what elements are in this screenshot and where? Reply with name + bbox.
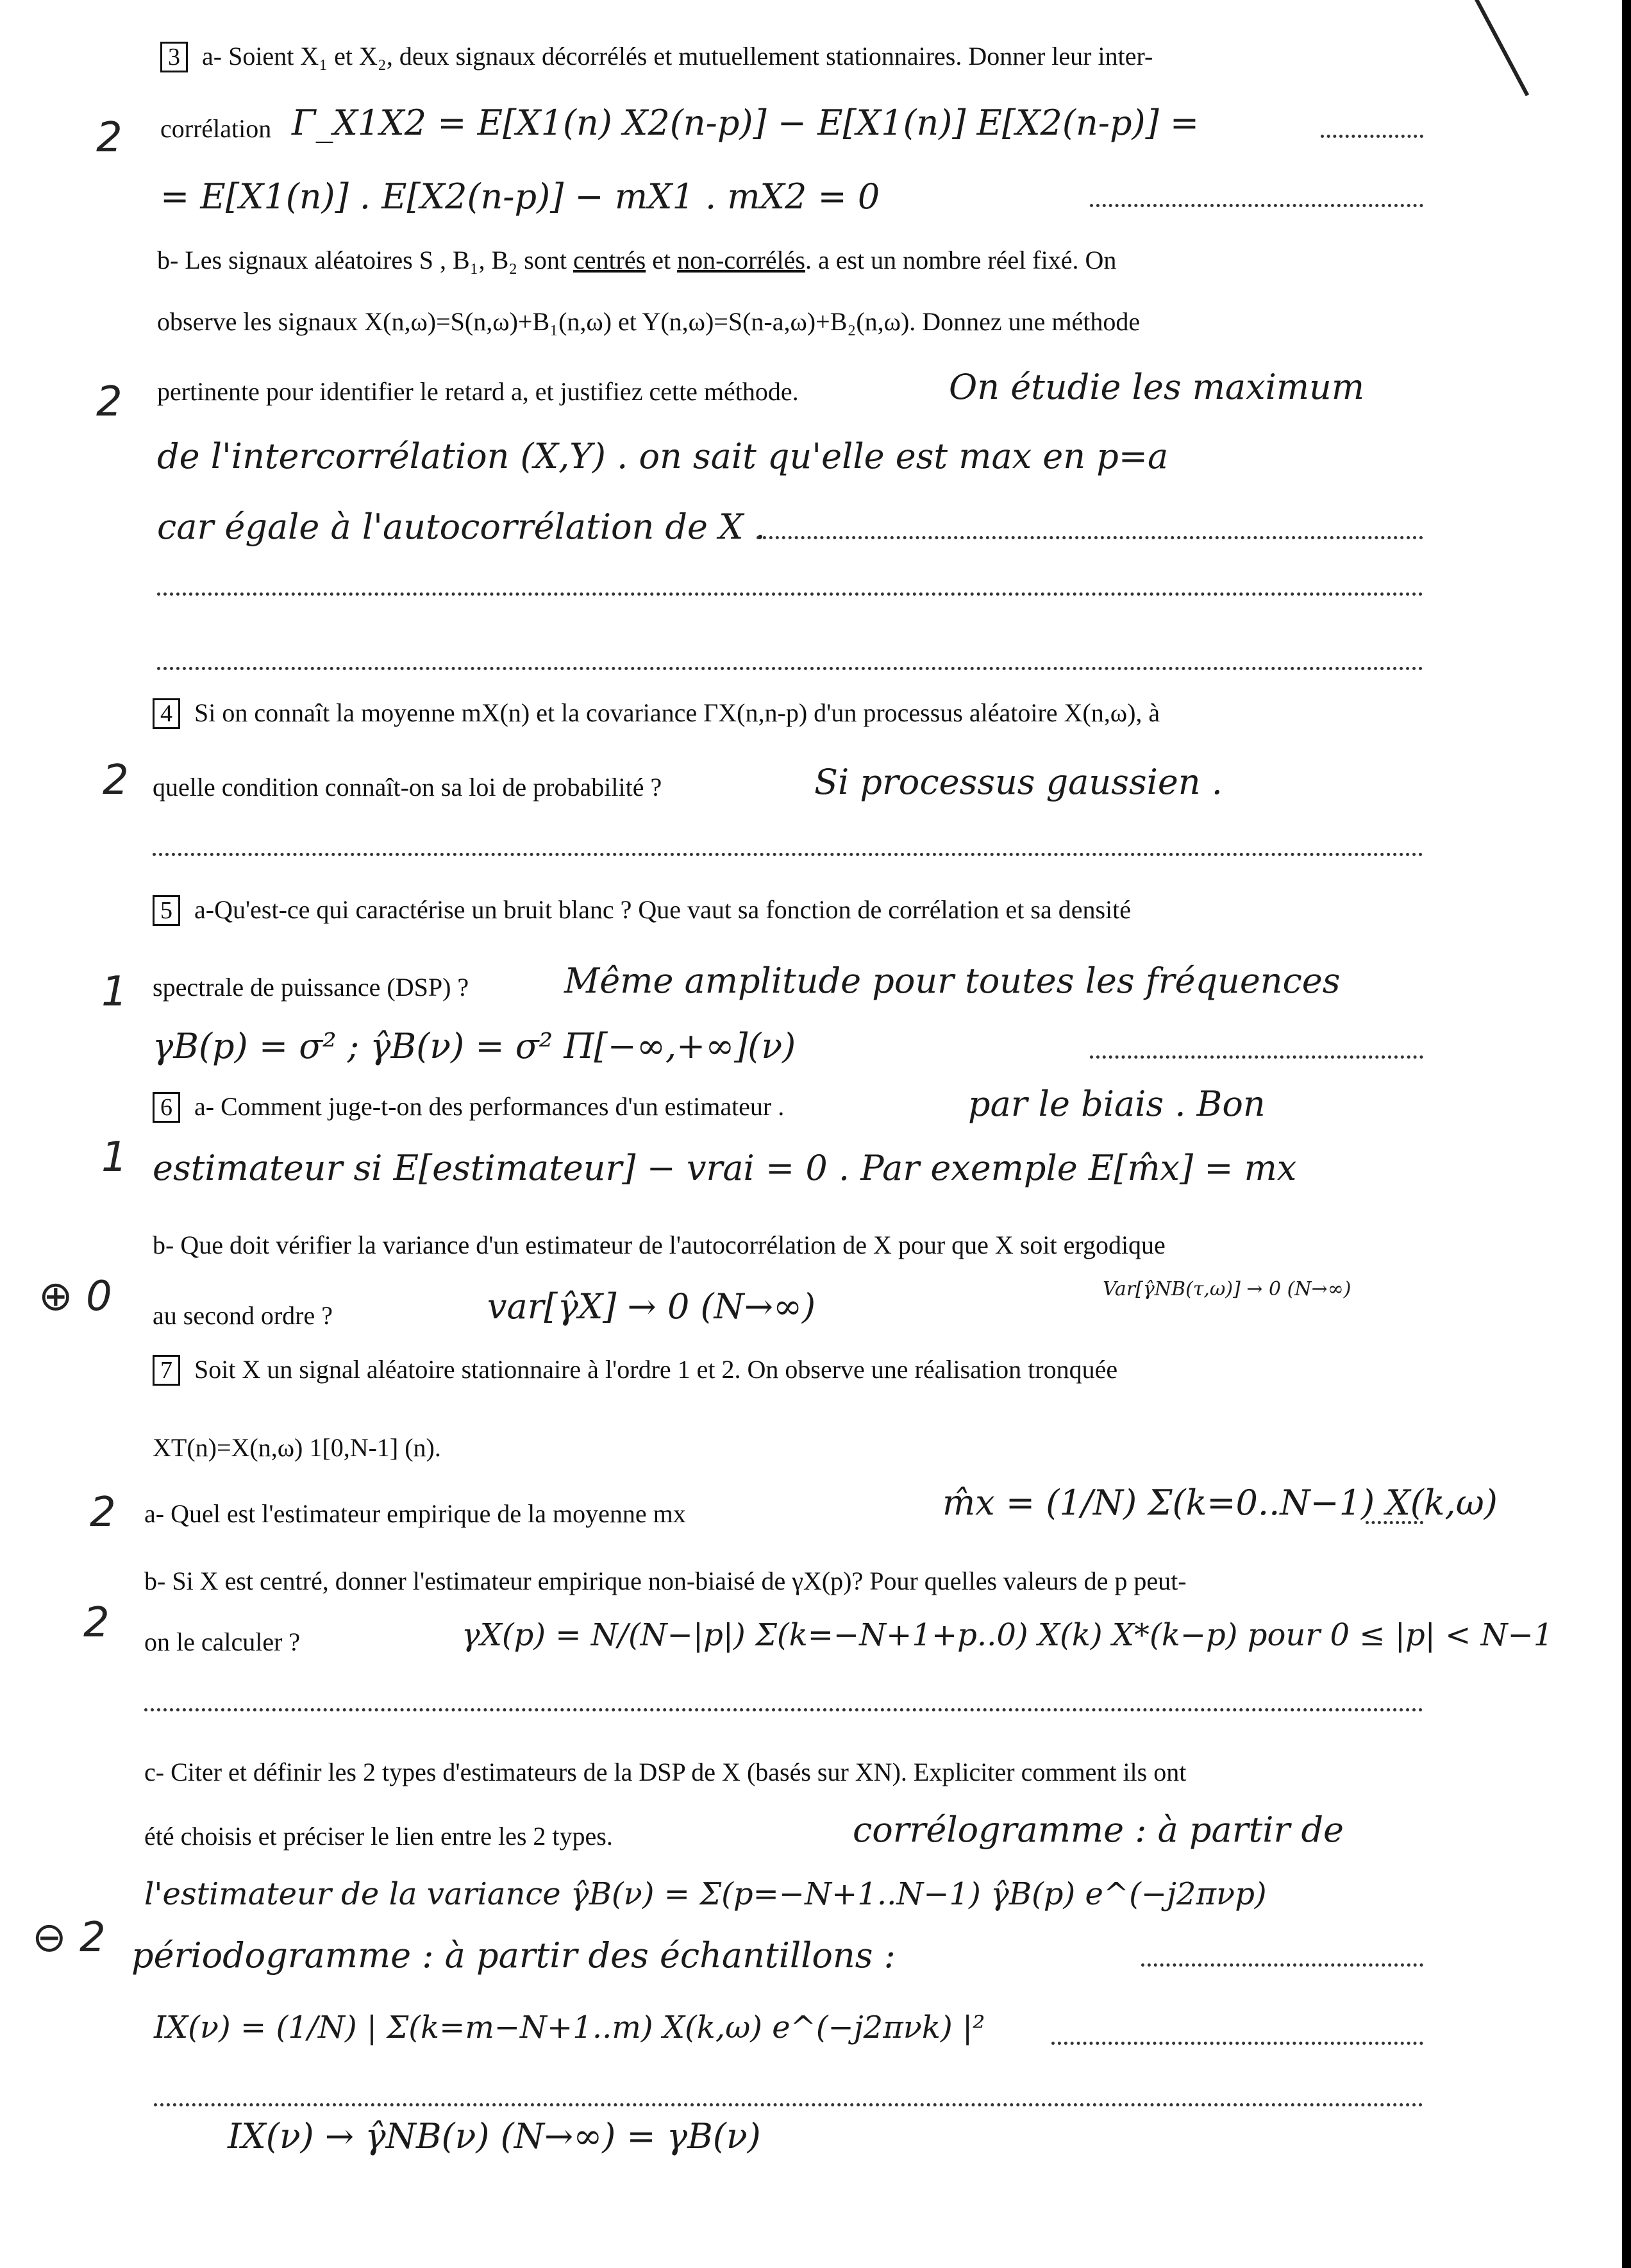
q7-a-text: a- Quel est l'estimateur empirique de la moyenne mx (144, 1499, 686, 1528)
q6-b-answer: var[γ̂X] → 0 (N→∞) (487, 1286, 816, 1327)
q3-b-text: b- Les signaux aléatoires S , B₁, B₂ sont (157, 246, 573, 274)
q3-b-answer-2: de l'intercorrélation (X,Y) . on sait qu'elle est max en p=a (157, 436, 1169, 476)
q6-b-cont: au second ordre ? (153, 1301, 333, 1330)
q7-c-answer-3: périodogramme : à partir des échantillons : (131, 1935, 896, 1976)
answer-dots (1321, 135, 1423, 138)
q4-cont: quelle condition connaît-on sa loi de probabilité ? (153, 773, 662, 802)
underlined-word: centrés (573, 246, 646, 274)
q3-a-answer-1: Γ_X1X2 = E[X1(n) X2(n-p)] − E[X1(n)] E[X2(n-p)] = (292, 103, 1200, 143)
q6-b-grader-note: Var[γ̂NB(τ,ω)] → 0 (N→∞) (1103, 1278, 1351, 1300)
grade-mark: 2 (103, 757, 129, 804)
q3-a-answer-2: = E[X1(n)] . E[X2(n-p)] − mX1 . mX2 = 0 (160, 176, 880, 217)
pen-stroke (1475, 0, 1529, 96)
q3-b-text: . a est un nombre réel fixé. On (805, 246, 1117, 274)
q7-c-answer-1: corrélogramme : à partir de (853, 1810, 1344, 1850)
q7-line (153, 1353, 1117, 1386)
grade-mark: 2 (96, 378, 122, 426)
answer-dots (157, 667, 1423, 670)
scan-edge-bar (1622, 0, 1631, 2268)
q7-b-line: b- Si X est centré, donner l'estimateur empirique non-biaisé de γX(p)? Pour quelles valeurs de p peut- (144, 1567, 1187, 1595)
q7-b-answer: γX(p) = N/(N−|p|) Σ(k=−N+1+p..0) X(k) X*(k−p) pour 0 ≤ |p| < N−1 (462, 1617, 1553, 1653)
q7-b-cont: on le calculer ? (144, 1627, 301, 1656)
q6-b-line: b- Que doit vérifier la variance d'un estimateur de l'autocorrélation de X pour que X soit ergodique (153, 1231, 1166, 1259)
q3-b-line-3: pertinente pour identifier le retard a, et justifiez cette méthode. (157, 377, 799, 406)
q7-definition: XT(n)=X(n,ω) 1[0,N-1] (n). (153, 1433, 441, 1462)
answer-dots (757, 536, 1423, 539)
answer-dots (154, 2103, 1423, 2106)
answer-dots (1141, 1963, 1423, 1967)
q7-c-cont: été choisis et préciser le lien entre les 2 types. (144, 1822, 613, 1851)
grade-mark: 1 (101, 968, 128, 1016)
q5-answer-1: Même amplitude pour toutes les fréquences (564, 961, 1341, 1001)
q4-text: Si on connaît la moyenne mX(n) et la covariance ΓX(n,n-p) d'un processus aléatoire X(n,ω), à (194, 698, 1160, 727)
q3-b-line-2: observe les signaux X(n,ω)=S(n,ω)+B₁(n,ω) et Y(n,ω)=S(n-a,ω)+B₂(n,ω). Donnez une méthode (157, 307, 1141, 336)
answer-dots (153, 853, 1423, 856)
q6-a-answer-2: estimateur si E[estimateur] − vrai = 0 . Par exemple E[m̂x] = mx (153, 1148, 1297, 1188)
answer-dots (1051, 2042, 1423, 2045)
q6-a-text: a- Comment juge-t-on des performances d'un estimateur . (194, 1092, 785, 1121)
q5-text: a-Qu'est-ce qui caractérise un bruit blanc ? Que vaut sa fonction de corrélation et sa densité (194, 895, 1132, 924)
q7-c-answer-5: IX(ν) → γ̂NB(ν) (N→∞) = γB(ν) (228, 2116, 761, 2156)
answer-dots (144, 1708, 1423, 1711)
grade-mark: 2 (96, 114, 122, 162)
question-number-box: 7 (153, 1355, 180, 1386)
question-number-box: 3 (160, 42, 188, 72)
q4-answer: Si processus gaussien . (814, 762, 1223, 802)
underlined-word: non-corrélés (677, 246, 805, 274)
q5-cont: spectrale de puissance (DSP) ? (153, 973, 469, 1002)
grade-mark: 1 (101, 1134, 128, 1181)
q7-c-answer-4: IX(ν) = (1/N) | Σ(k=m−N+1..m) X(k,ω) e^(−j2πνk) |² (154, 2010, 985, 2045)
q6-line (153, 1090, 784, 1123)
q5-answer-2: γB(p) = σ² ; γ̂B(ν) = σ² Π[−∞,+∞](ν) (153, 1026, 796, 1066)
q7-a-answer: m̂x = (1/N) Σ(k=0..N−1) X(k,ω) (942, 1483, 1498, 1523)
grade-mark: ⊖ 2 (32, 1914, 106, 1961)
question-number-box: 5 (153, 895, 180, 926)
q3-a-cont: corrélation (160, 114, 272, 143)
q3-b-answer-1: On étudie les maximum (949, 367, 1365, 407)
answer-dots (1090, 204, 1423, 207)
grade-mark: 2 (83, 1599, 110, 1647)
q7-c-answer-2: l'estimateur de la variance γ̂B(ν) = Σ(p=−N+1..N−1) γ̂B(p) e^(−j2πνp) (144, 1876, 1267, 1912)
q5-line (153, 893, 1131, 927)
q3-b-answer-3: car égale à l'autocorrélation de X . (157, 507, 765, 547)
question-number-box: 6 (153, 1092, 180, 1123)
q7-text: Soit X un signal aléatoire stationnaire à l'ordre 1 et 2. On observe une réalisation tronquée (194, 1355, 1118, 1384)
question-number-box: 4 (153, 698, 180, 729)
answer-dots (1090, 1055, 1423, 1059)
answer-dots (157, 592, 1423, 596)
q3-b-line-1 (157, 244, 1116, 277)
grade-mark: ⊕ 0 (38, 1273, 112, 1320)
q6-a-answer-1: par le biais . Bon (968, 1084, 1266, 1124)
q4-line (153, 696, 1160, 730)
q3-b-text: et (646, 246, 678, 274)
answer-dots (1366, 1521, 1423, 1524)
q3-line-a (160, 40, 1153, 73)
grade-mark: 2 (90, 1489, 116, 1536)
q7-c-line: c- Citer et définir les 2 types d'estimateurs de la DSP de X (basés sur XN). Expliciter comment ils ont (144, 1758, 1187, 1786)
q3-a-text: a- Soient X₁ et X₂, deux signaux décorrélés et mutuellement stationnaires. Donner leur inter- (202, 42, 1153, 71)
